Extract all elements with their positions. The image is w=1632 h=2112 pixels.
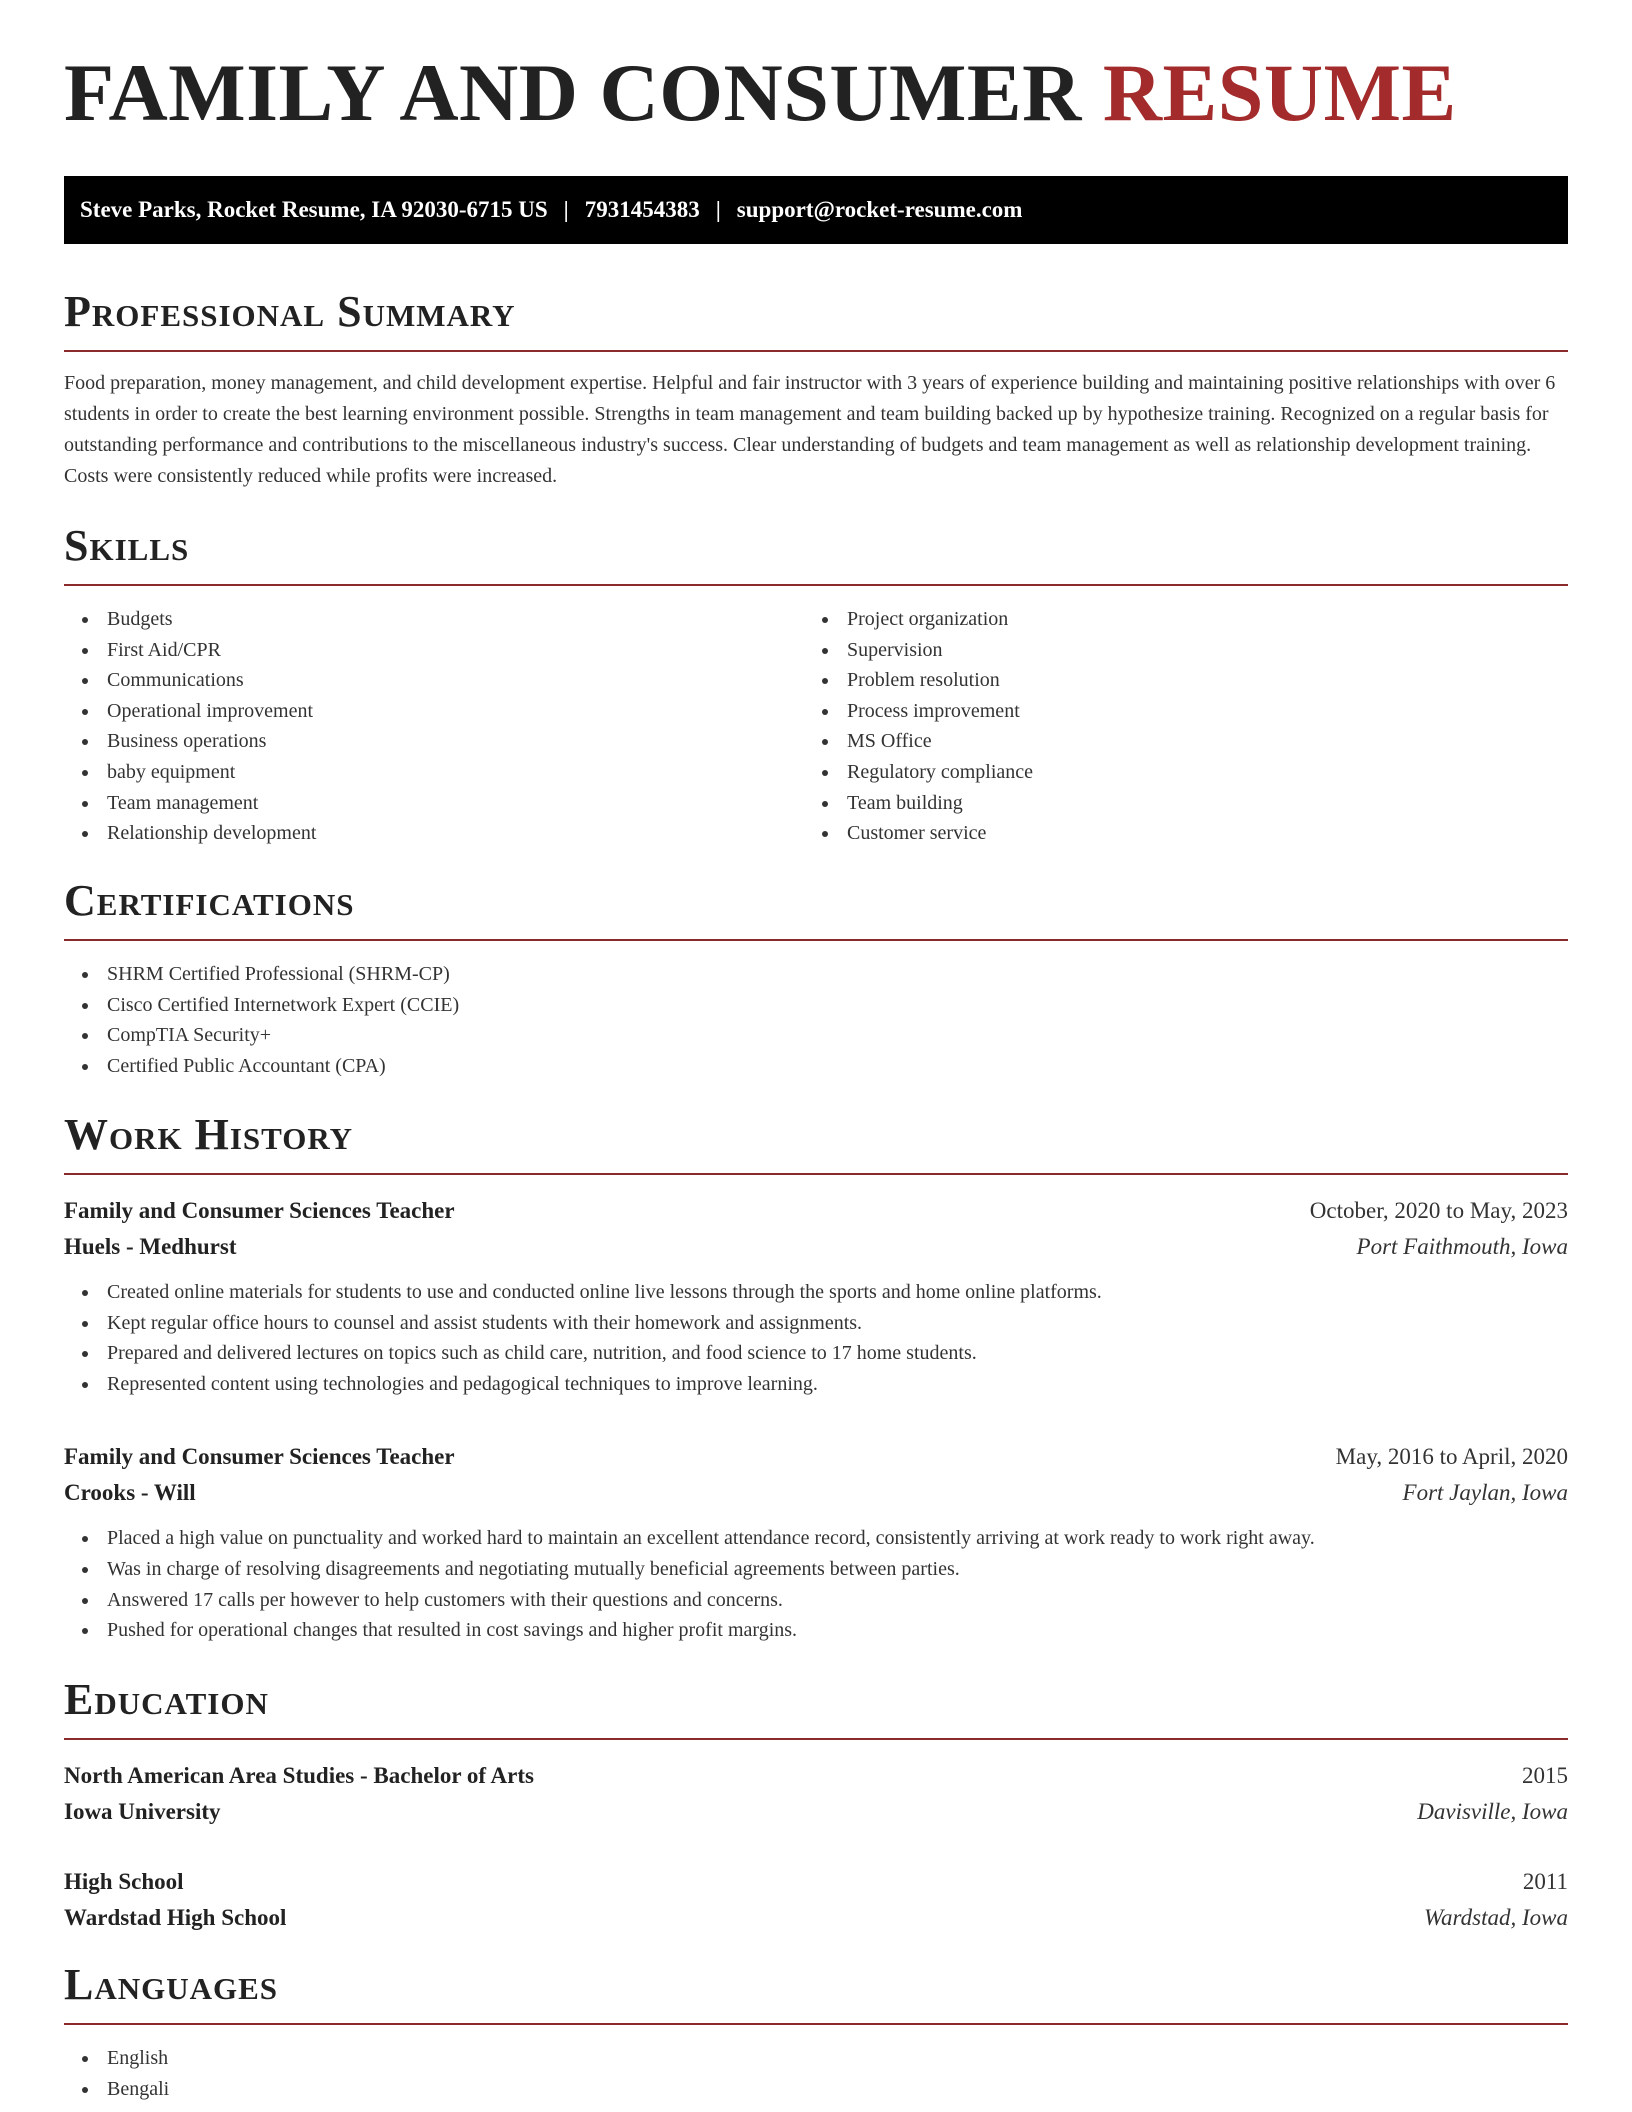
resume-title [64, 47, 1457, 138]
title-main: FAMILY AND CONSUMER [64, 47, 1082, 138]
job-dates: May, 2016 to April, 2020 [1335, 1444, 1568, 1470]
contact-separator: | [715, 197, 721, 222]
job-company-row [64, 1475, 1568, 1511]
job-location: Fort Jaylan, Iowa [1402, 1480, 1568, 1506]
job-bullets [64, 1277, 1568, 1399]
skill-item: baby equipment [64, 757, 804, 788]
skill-item: Supervision [804, 635, 1544, 666]
skill-item: Regulatory compliance [804, 757, 1544, 788]
education-school: Wardstad High School [64, 1905, 287, 1930]
job-dates: October, 2020 to May, 2023 [1309, 1198, 1568, 1223]
education-location: Wardstad, Iowa [1424, 1905, 1568, 1930]
job-bullet: Was in charge of resolving disagreements and negotiating mutually beneficial agreements between parties. [64, 1554, 1568, 1585]
contact-bar [64, 176, 1568, 244]
education-year: 2015 [1522, 1763, 1568, 1788]
skill-item: Communications [64, 665, 804, 696]
education-degree: North American Area Studies - Bachelor of Arts [64, 1763, 534, 1788]
work-history-section [64, 1110, 1568, 1646]
job-title-row [64, 1439, 1568, 1475]
skill-item: First Aid/CPR [64, 635, 804, 666]
skill-item: Process improvement [804, 696, 1544, 727]
education-heading: Education [64, 1678, 1568, 1740]
job-company: Huels - Medhurst [64, 1234, 237, 1259]
education-degree-row [64, 1758, 1568, 1794]
work-history-heading: Work History [64, 1113, 1568, 1175]
job-bullet: Answered 17 calls per however to help customers with their questions and concerns. [64, 1585, 1568, 1616]
job-bullets [64, 1523, 1568, 1645]
skill-item: Team management [64, 788, 804, 819]
skill-item: Project organization [804, 604, 1544, 635]
languages-heading: Languages [64, 1963, 1568, 2025]
education-year: 2011 [1522, 1869, 1568, 1894]
education-school-row [64, 1794, 1568, 1830]
education-degree: High School [64, 1869, 184, 1894]
contact-separator: | [563, 197, 569, 222]
education-entry [64, 1864, 1568, 1936]
job-entry [64, 1439, 1568, 1645]
certifications-list [64, 959, 1568, 1081]
certification-item: CompTIA Security+ [64, 1020, 1568, 1051]
skills-columns [64, 586, 1568, 849]
contact-address: Steve Parks, Rocket Resume, IA 92030-6715 US [80, 197, 548, 222]
language-item: Bengali [64, 2074, 1568, 2105]
job-entry [64, 1193, 1568, 1399]
certification-item: Certified Public Accountant (CPA) [64, 1051, 1568, 1082]
title-accent: RESUME [1102, 47, 1457, 138]
certifications-section [64, 876, 1568, 1081]
certifications-heading: Certifications [64, 879, 1568, 941]
skills-list-left [64, 604, 804, 849]
education-school-row [64, 1900, 1568, 1936]
summary-heading: Professional Summary [64, 290, 1568, 352]
education-location: Davisville, Iowa [1417, 1799, 1568, 1824]
job-title-row [64, 1193, 1568, 1229]
contact-phone: 7931454383 [584, 197, 700, 222]
contact-email: support@rocket-resume.com [736, 197, 1023, 222]
job-bullet: Pushed for operational changes that resulted in cost savings and higher profit margins. [64, 1615, 1568, 1646]
education-entry [64, 1758, 1568, 1830]
language-item: English [64, 2043, 1568, 2074]
job-title: Family and Consumer Sciences Teacher [64, 1444, 455, 1470]
skill-item: Relationship development [64, 818, 804, 849]
job-bullet: Kept regular office hours to counsel and assist students with their homework and assignments. [64, 1308, 1568, 1339]
summary-text: Food preparation, money management, and child development expertise. Helpful and fair instructor with 3 years of experience building and maintaining positive relationships with over 6 students in order to create the best learning environment possible. Strengths in team management and team building backed up by hypothesize training. Recognized on a regular basis for outstanding performance and contributions to the miscellaneous industry's success. Clear understanding of budgets and team management as well as relationship development training. Costs were consistently reduced while profits were increased. [64, 372, 1556, 487]
job-bullet: Placed a high value on punctuality and worked hard to maintain an excellent attendance record, consistently arriving at work ready to work right away. [64, 1523, 1568, 1554]
skill-item: Problem resolution [804, 665, 1544, 696]
skills-list-right [804, 604, 1544, 849]
job-bullet: Created online materials for students to use and conducted online live lessons through the sports and home online platforms. [64, 1277, 1568, 1308]
education-section [64, 1675, 1568, 1936]
certification-item: SHRM Certified Professional (SHRM-CP) [64, 959, 1568, 990]
skill-item: MS Office [804, 726, 1544, 757]
languages-list [64, 2043, 1568, 2104]
languages-section [64, 1960, 1568, 2104]
job-bullet: Prepared and delivered lectures on topics such as child care, nutrition, and food science to 17 home students. [64, 1338, 1568, 1369]
job-bullet: Represented content using technologies and pedagogical techniques to improve learning. [64, 1369, 1568, 1400]
skills-section [64, 521, 1568, 849]
skill-item: Budgets [64, 604, 804, 635]
job-company: Crooks - Will [64, 1480, 196, 1506]
skill-item: Business operations [64, 726, 804, 757]
skill-item: Team building [804, 788, 1544, 819]
skill-item: Customer service [804, 818, 1544, 849]
education-degree-row [64, 1864, 1568, 1900]
education-school: Iowa University [64, 1799, 221, 1824]
job-title: Family and Consumer Sciences Teacher [64, 1198, 455, 1223]
job-company-row [64, 1229, 1568, 1265]
certification-item: Cisco Certified Internetwork Expert (CCIE) [64, 990, 1568, 1021]
job-location: Port Faithmouth, Iowa [1356, 1234, 1568, 1259]
skills-heading: Skills [64, 524, 1568, 586]
skill-item: Operational improvement [64, 696, 804, 727]
summary-section [64, 287, 1568, 492]
